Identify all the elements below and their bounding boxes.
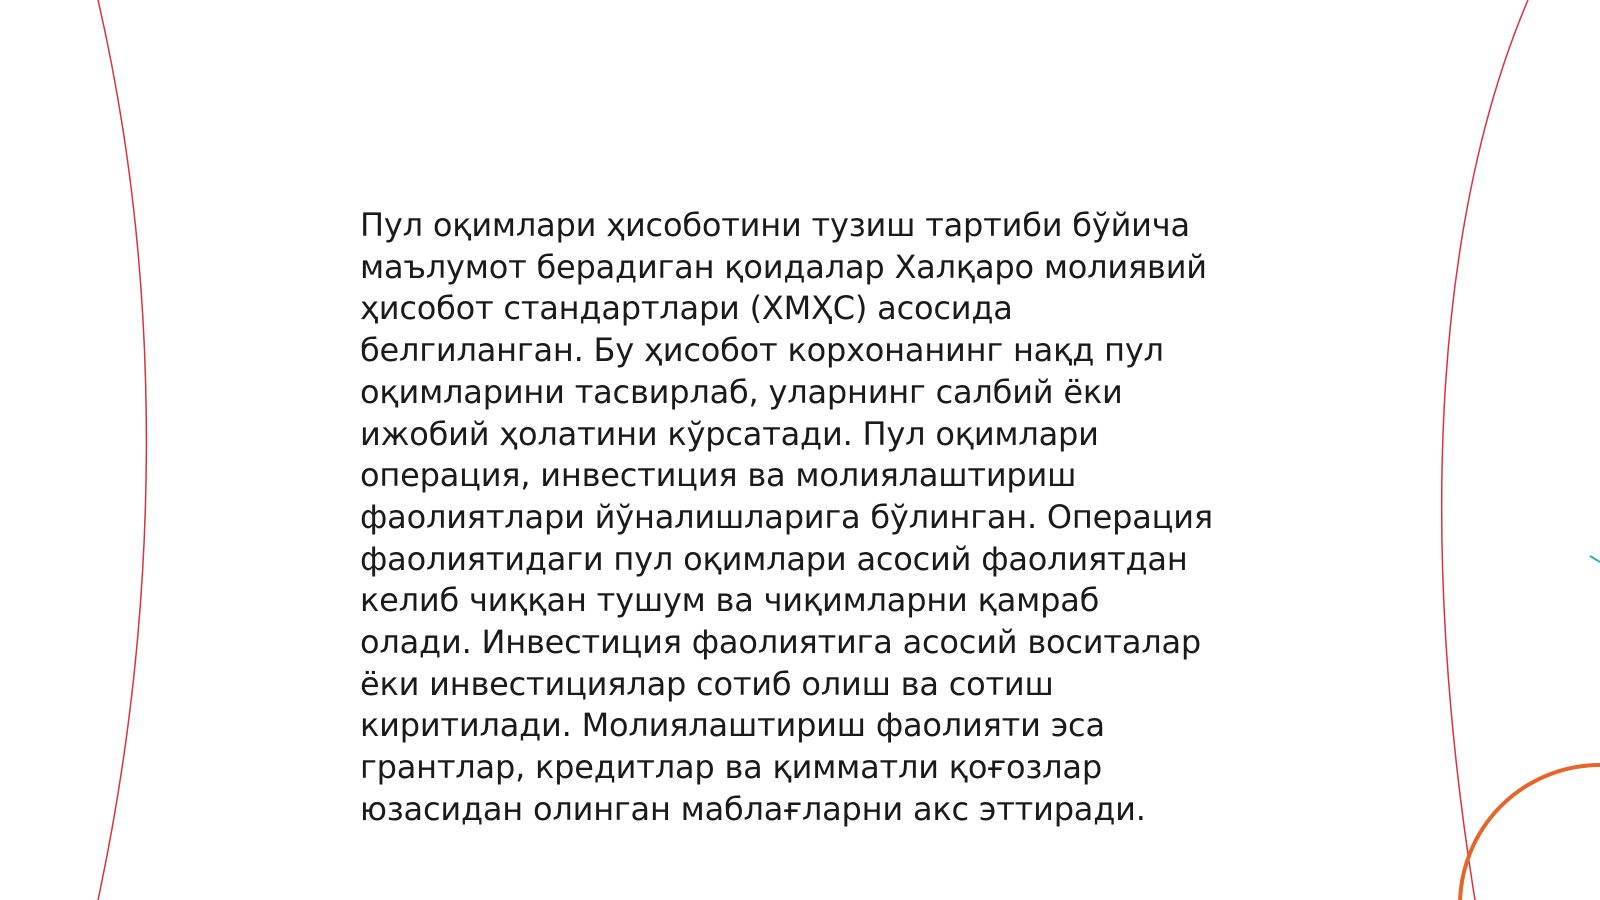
text-line: ижобий ҳолатини кўрсатади. Пул оқимлари xyxy=(360,414,1099,453)
text-line: операция, инвестиция ва молиялаштириш xyxy=(360,456,1077,495)
text-line: юзасидан олинган маблағларни акс эттиради. xyxy=(360,789,1146,828)
text-line: келиб чиққан тушум ва чиқимларни қамраб xyxy=(360,581,1100,620)
text-line: фаолиятидаги пул оқимлари асосий фаолиятдан xyxy=(360,539,1188,578)
text-line: оқимларини тасвирлаб, уларнинг салбий ёки xyxy=(360,372,1123,411)
text-line: маълумот берадиган қоидалар Халқаро молиявий xyxy=(360,247,1207,286)
text-line: ҳисобот стандартлари (ХМҲС) асосида xyxy=(360,289,1013,328)
right-decorative-curve xyxy=(1442,0,1528,900)
text-line: фаолиятлари йўналишларига бўлинган. Операция xyxy=(360,497,1213,536)
text-line: грантлар, кредитлар ва қимматли қоғозлар xyxy=(360,748,1102,787)
text-line: киритилади. Молиялаштириш фаолияти эса xyxy=(360,706,1105,745)
slide-body-text xyxy=(360,205,1240,831)
text-line: олади. Инвестиция фаолиятига асосий воситалар xyxy=(360,623,1202,662)
teal-decorative-accent xyxy=(1590,556,1600,562)
orange-decorative-arc xyxy=(1460,765,1600,900)
text-line: Пул оқимлари ҳисоботини тузиш тартиби бўйича xyxy=(360,206,1190,244)
left-decorative-curve xyxy=(98,0,146,900)
text-line: белгиланган. Бу ҳисобот корхонанинг нақд пул xyxy=(360,331,1164,370)
text-line: ёки инвестициялар сотиб олиш ва сотиш xyxy=(360,664,1054,703)
